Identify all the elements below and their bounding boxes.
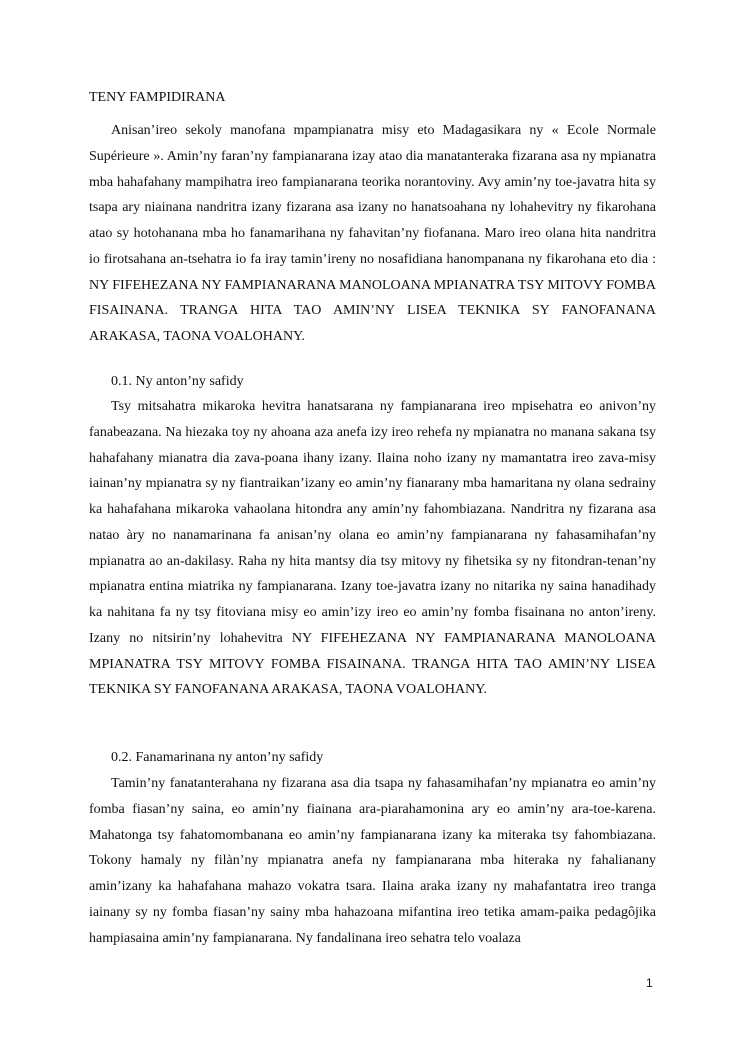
section-2-title: 0.2. Fanamarinana ny anton’ny safidy xyxy=(111,750,324,765)
section-1-title: 0.1. Ny anton’ny safidy xyxy=(111,374,244,389)
intro-paragraph: Anisan’ireo sekoly manofana mpampianatra misy eto Madagasikara ny « Ecole Normale Supérieure ». Amin’ny faran’ny fampianarana izay atao dia manatanteraka fizarana asa ny mpianatra mba hahafahany mampihatra ireo fampianarana teorika norantoviny. Avy amin’ny toe-javatra hita sy tsapa ary niainana nandritra izany fizarana asa izany no hanatsoahana ny lohahevitry ny fikarohana atao sy hotohanana mba ho fanamarihana ny fahavitan’ny fiofanana. Maro ireo olana hita nandritra io firotsahana an-tsehatra io fa iray tamin’ireny no nosafidiana hanompanana ny fikarohana eto dia : NY FIFEHEZANA NY FAMPIANARANA MANOLOANA MPIANATRA TSY MITOVY FOMBA FISAINANA. TRANGA HITA TAO AMIN’NY LISEA TEKNIKA SY FANOFANANA ARAKASA, TAONA VOALOHANY. xyxy=(89,123,656,344)
section-1-paragraph: Tsy mitsahatra mikaroka hevitra hanatsarana ny fampianarana ireo mpisehatra eo anivon’ny fanabeazana. Na hiezaka toy ny ahoana aza anefa izy ireo rehefa ny mpianatra no manana sakana tsy hahafahany mianatra dia zava-poana ihany izany. Ilaina noho izany ny mamantatra ireo zava-misy iainan’ny mpianatra sy ny fiantraikan’izany eo amin’ny fianarany mba hamaritana ny olana sedrainy ka hahafahana mikaroka vahaolana hitondra any amin’ny fahombiazana. Nandritra ny fizarana asa natao àry no nanamarinana fa anisan’ny olana eo amin’ny fampianarana ny fahasamihafan’ny mpianatra ao an-dakilasy. Raha ny hita mantsy dia tsy mitovy ny fihetsika sy ny fitondran-tenan’ny mpianatra entina miatrika ny fampianarana. Izany toe-javatra izany no nitarika ny saina hanadihady ka nahitana fa ny tsy fitoviana misy eo amin’izy ireo eo amin’ny fomba fisainana no anton’ireny. Izany no nitsirin’ny lohahevitra NY FIFEHEZANA NY FAMPIANARANA MANOLOANA MPIANATRA TSY MITOVY FOMBA FISAINANA. TRANGA HITA TAO AMIN’NY LISEA TEKNIKA SY FANOFANANA ARAKASA, TAONA VOALOHANY. xyxy=(89,399,656,698)
section-2-paragraph: Tamin’ny fanatanterahana ny fizarana asa dia tsapa ny fahasamihafan’ny mpianatra eo amin’ny fomba fiasan’ny saina, eo amin’ny fiainana ara-piarahamonina ary eo amin’ny ara-toe-karena. Mahatonga tsy fahatomombanana eo amin’ny fampianarana izany ka miteraka tsy fahombiazana. Tokony hamaly ny filàn’ny mpianatra anefa ny fampianarana mba hiteraka ny fahalianany amin’izany ka hahafahana mahazo vokatra tsara. Ilaina araka izany ny mahafantatra ireo tranga iainany sy ny fomba fiasan’ny sainy mba hahazoana mifantina ireo tetika amam-paika pedagôjika hampiasaina amin’ny fampianarana. Ny fandalinana ireo sehatra telo voalaza xyxy=(89,776,656,946)
document-heading: TENY FAMPIDIRANA xyxy=(89,90,226,105)
page-number: 1 xyxy=(646,976,653,990)
